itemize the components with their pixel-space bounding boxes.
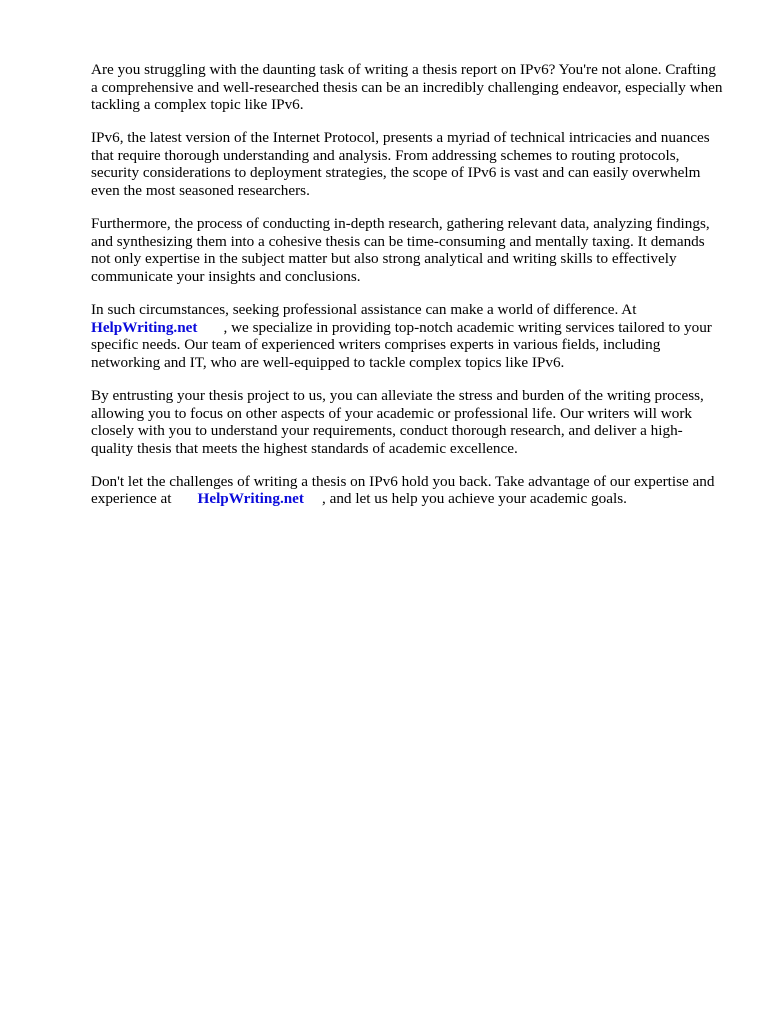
paragraph-research-process: Furthermore, the process of conducting in-depth research, gathering relevant data, analyzing findings, and synthesizing them into a cohesive thesis can be time-consuming and mentally taxing. It demands not only expertise in the subject matter but also strong analytical and writing skills to effectively communicate your insights and conclusions.: [91, 215, 710, 285]
paragraph-intro: Are you struggling with the daunting task of writing a thesis report on IPv6? You're not alone. Crafting a comprehensive and well-researched thesis can be an incredibly challenging endeavor, especially when tackling a complex topic like IPv6.: [91, 61, 723, 114]
paragraph-professional-assistance: [91, 301, 723, 371]
paragraph-closing: [91, 473, 723, 508]
helpwriting-link-closing[interactable]: HelpWriting.net: [197, 490, 304, 508]
paragraph-ipv6-overview: IPv6, the latest version of the Internet Protocol, presents a myriad of technical intricacies and nuances that require thorough understanding and analysis. From addressing schemes to routing protocols, security considerations to deployment strategies, the scope of IPv6 is vast and can easily overwhelm even the most seasoned researchers.: [91, 129, 710, 200]
paragraph-text-segment: , we specialize in providing top-notch academic writing services tailored to your specific needs. Our team of experienced writers comprises experts in various fields, including networking and IT, who are well-equipped to tackle complex topics like IPv6.: [91, 318, 712, 371]
helpwriting-link[interactable]: HelpWriting.net: [91, 318, 198, 336]
paragraph-entrusting: By entrusting your thesis project to us, you can alleviate the stress and burden of the writing process, allowing you to focus on other aspects of your academic or professional life. Our writers will work closely with you to understand your requirements, conduct thorough research, and deliver a high-quality thesis that meets the highest standards of academic excellence.: [91, 386, 704, 457]
paragraph-text-segment: Don't let the challenges of writing a thesis on IPv6 hold you back. Take advantage of our expertise and experience at: [91, 472, 715, 508]
document-page: [91, 61, 723, 523]
paragraph-text-segment: In such circumstances, seeking professional assistance can make a world of difference. At: [91, 301, 637, 319]
paragraph-text-segment: , and let us help you achieve your academic goals.: [322, 490, 627, 508]
